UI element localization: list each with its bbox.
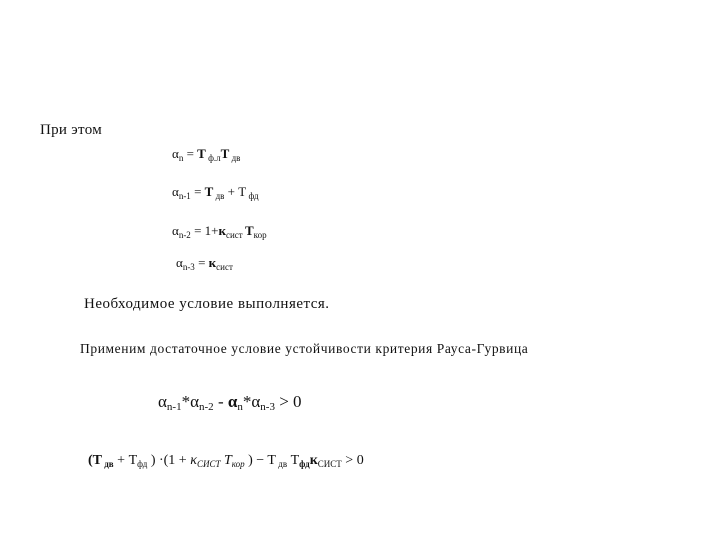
full-sub: СИСТ [196, 459, 221, 469]
alpha-subscript: n-2 [178, 230, 191, 240]
ineq-sub: n-2 [199, 401, 214, 413]
full-part: T [223, 453, 232, 468]
ineq-part: α [158, 392, 167, 411]
equation-alpha-n-3 [176, 255, 233, 272]
equals-sign: = [190, 223, 205, 238]
equation-alpha-n-2 [172, 223, 267, 240]
rhs-subscript: сист [226, 230, 245, 240]
equals-sign: = [190, 184, 205, 199]
rhs-term: к [218, 223, 226, 238]
ineq-part: > 0 [274, 392, 302, 411]
full-part: ) ·(1 + [147, 453, 191, 468]
full-sub: дв [275, 459, 288, 469]
full-sub: дв [102, 459, 114, 469]
equation-alpha-n [172, 146, 240, 163]
rhs-term: T [220, 146, 230, 161]
rhs-subscript: дв [229, 153, 241, 163]
alpha-symbol: α [172, 146, 179, 161]
alpha-symbol: α [172, 184, 179, 199]
alpha-symbol: α [176, 255, 183, 270]
ineq-part: - [213, 392, 228, 411]
full-sub: СИСТ [317, 459, 342, 469]
full-part: к [309, 453, 318, 468]
full-part: + T [113, 453, 138, 468]
rhs-subscript: ф.л [205, 153, 221, 163]
hurwitz-inequality [158, 392, 302, 413]
full-sub: фд [137, 459, 148, 469]
rhs-term: T [197, 146, 206, 161]
sufficient-condition-text: Применим достаточное условие устойчивости критерия Рауса-Гурвица [80, 341, 529, 356]
alpha-symbol: α [172, 223, 179, 238]
ineq-part: *α [242, 392, 261, 411]
equals-sign: = [194, 255, 209, 270]
rhs-subscript: фд [246, 191, 259, 201]
full-sub: фд [299, 459, 310, 469]
rhs-subscript: дв [213, 191, 225, 201]
full-part: T [287, 453, 300, 468]
rhs-subscript: кор [253, 230, 267, 240]
equation-alpha-n-1 [172, 184, 259, 201]
full-part: (T [88, 453, 102, 468]
alpha-subscript: n [178, 153, 184, 163]
equals-sign: = [183, 146, 198, 161]
rhs-subscript: сист [216, 262, 233, 272]
full-part: κ [190, 453, 197, 468]
necessary-condition-text: Необходимое условие выполняется. [84, 296, 330, 312]
ineq-part: *α [181, 392, 200, 411]
rhs-term: T [245, 223, 254, 238]
ineq-sub: n-1 [166, 401, 182, 413]
alpha-subscript: n-1 [178, 191, 191, 201]
ineq-sub: n-3 [260, 401, 275, 413]
full-sub: кор [231, 459, 245, 469]
ineq-sub: n [237, 401, 243, 413]
rhs-term: + T [224, 184, 247, 199]
rhs-term: T [204, 184, 214, 199]
alpha-subscript: n-3 [182, 262, 195, 272]
ineq-part: α [227, 392, 238, 411]
rhs-term: к [208, 255, 217, 270]
rhs-term: 1+ [204, 223, 219, 238]
full-part: > 0 [341, 453, 364, 468]
intro-text: При этом [40, 122, 103, 138]
full-part: ) − T [244, 453, 276, 468]
expanded-inequality [88, 453, 364, 469]
